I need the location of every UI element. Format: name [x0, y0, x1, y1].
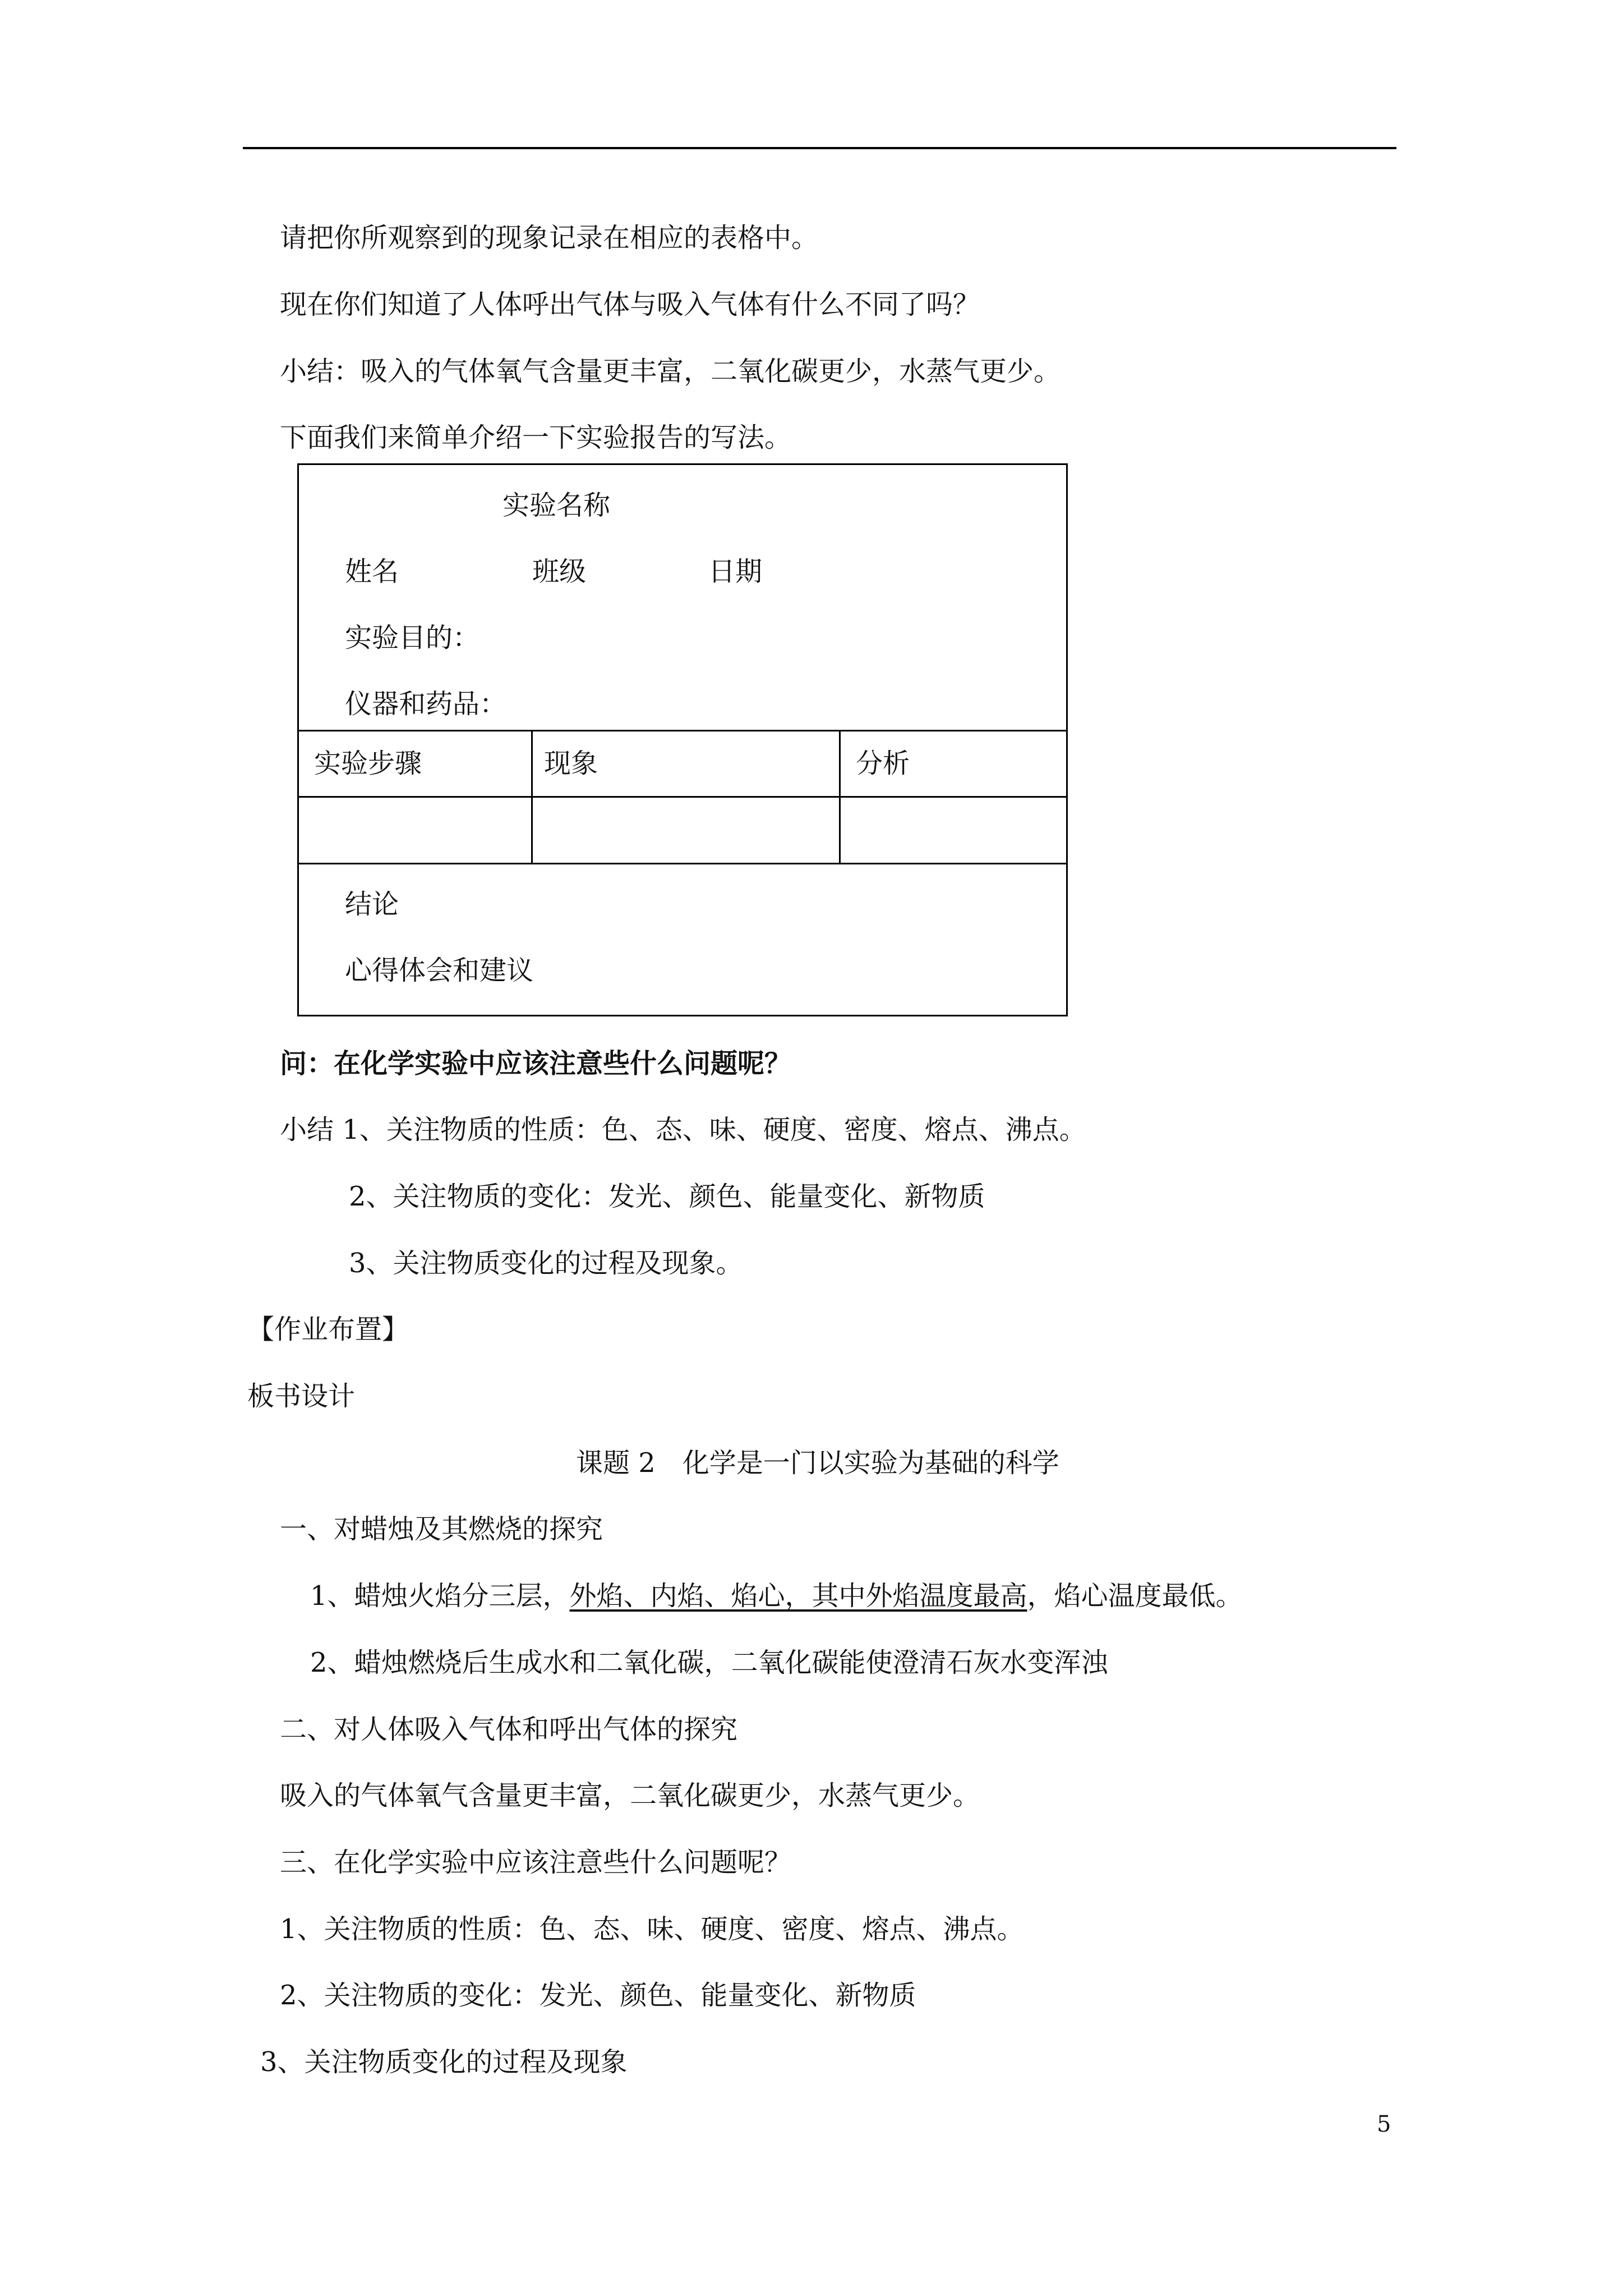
report-equipment-label: 仪器和药品： [345, 688, 507, 720]
header-phenomenon: 现象 [544, 748, 598, 779]
summary-line-1: 小结 1、关注物质的性质：色、态、味、硬度、密度、熔点、沸点。 [280, 1114, 1086, 1145]
board-air-summary: 吸入的气体氧气含量更丰富，二氧化碳更少，水蒸气更少。 [280, 1780, 980, 1811]
report-reflection-label: 心得体会和建议 [345, 955, 534, 986]
board-point-3: 3、关注物质变化的过程及现象 [260, 2046, 628, 2078]
summary-line-2: 2、关注物质的变化：发光、颜色、能量变化、新物质 [349, 1181, 985, 1212]
table-rule [299, 796, 1066, 798]
board-item-1 [310, 1579, 1243, 1613]
header-steps: 实验步骤 [314, 748, 422, 779]
report-name-label: 姓名 [345, 556, 399, 587]
board-item-2: 2、蜡烛燃烧后生成水和二氧化碳，二氧化碳能使澄清石灰水变浑浊 [310, 1647, 1108, 1678]
board-design-heading: 板书设计 [247, 1381, 356, 1412]
report-purpose-label: 实验目的： [345, 622, 480, 654]
paragraph-observe: 请把你所观察到的现象记录在相应的表格中。 [280, 222, 819, 254]
report-table [297, 463, 1068, 1016]
header-rule [243, 147, 1396, 149]
header-analysis: 分析 [856, 748, 910, 779]
board-point-2: 2、关注物质的变化：发光、颜色、能量变化、新物质 [280, 1980, 916, 2011]
board-item-1-underlined: 外焰、内焰、焰心，其中外焰温度最高 [569, 1580, 1027, 1612]
board-item-1-end: ，焰心温度最低。 [1027, 1580, 1243, 1612]
report-title: 实验名称 [502, 490, 611, 521]
board-section-1: 一、对蜡烛及其燃烧的探究 [280, 1513, 603, 1545]
report-conclusion-label: 结论 [345, 889, 399, 920]
question-heading: 问：在化学实验中应该注意些什么问题呢？ [280, 1048, 792, 1079]
table-column-rule [839, 730, 841, 863]
board-point-1: 1、关注物质的性质：色、态、味、硬度、密度、熔点、沸点。 [280, 1913, 1024, 1945]
board-section-3: 三、在化学实验中应该注意些什么问题呢？ [280, 1847, 792, 1878]
table-rule [299, 730, 1066, 731]
summary-line-3: 3、关注物质变化的过程及现象。 [349, 1248, 743, 1279]
board-item-1-start: 1、蜡烛火焰分三层， [310, 1580, 570, 1612]
homework-heading: 【作业布置】 [247, 1314, 409, 1345]
report-class-label: 班级 [532, 556, 587, 587]
table-column-rule [531, 730, 533, 863]
table-rule [299, 863, 1066, 864]
paragraph-report-intro: 下面我们来简单介绍一下实验报告的写法。 [280, 422, 792, 453]
board-title: 课题 2 化学是一门以实验为基础的科学 [576, 1447, 1059, 1479]
paragraph-summary: 小结：吸入的气体氧气含量更丰富，二氧化碳更少，水蒸气更少。 [280, 356, 1061, 387]
paragraph-question: 现在你们知道了人体呼出气体与吸入气体有什么不同了吗？ [280, 289, 980, 320]
board-section-2: 二、对人体吸入气体和呼出气体的探究 [280, 1714, 738, 1745]
report-date-label: 日期 [708, 556, 763, 587]
page-number: 5 [1377, 2111, 1391, 2137]
